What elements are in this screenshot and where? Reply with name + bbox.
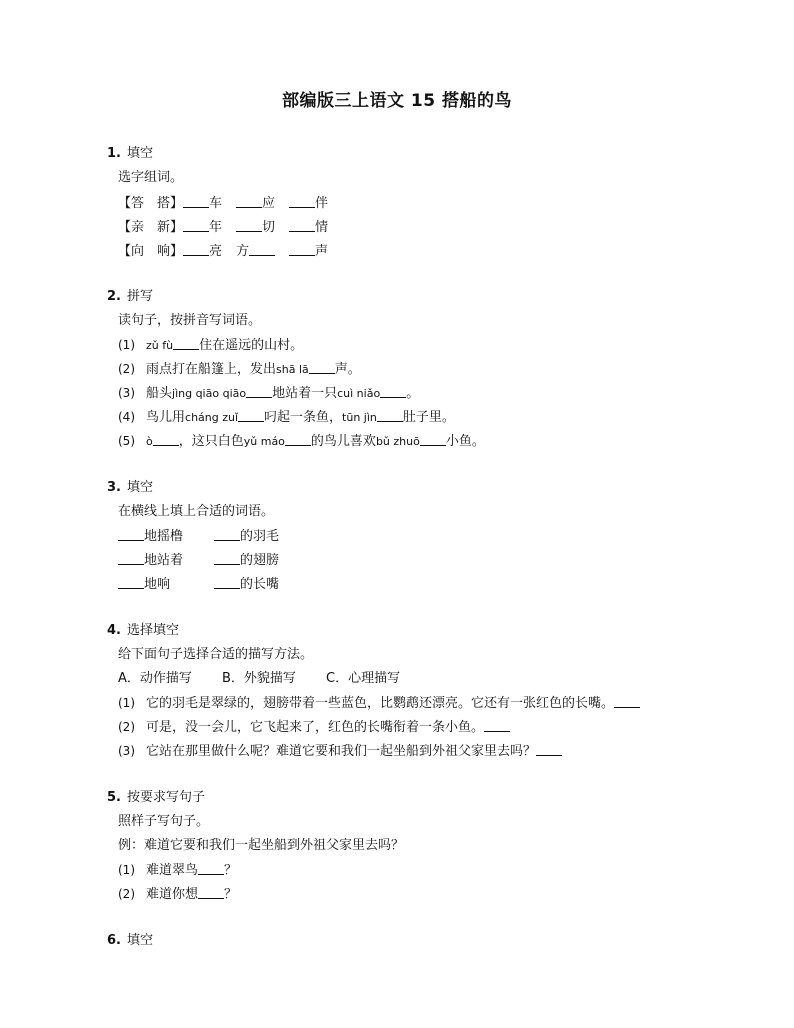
item-text: ，这只白色 [178, 434, 244, 449]
word-suffix: 年 [209, 220, 223, 235]
q2-item [118, 360, 361, 379]
answer-blank[interactable] [118, 527, 144, 541]
item-number: (5) [118, 434, 135, 448]
question-type: 按要求写句子 [126, 790, 205, 805]
q5-item [118, 861, 237, 880]
q3-row [118, 575, 279, 594]
word-suffix: 情 [315, 220, 329, 235]
q2-item [118, 384, 419, 403]
item-text: 叼起一条鱼， [264, 410, 343, 425]
item-text: 可是，没一会儿，它飞起来了，红色的长嘴衔着一条小鱼。 [146, 720, 485, 735]
answer-blank[interactable] [153, 432, 179, 446]
pinyin: jìng qiāo qiāo [172, 387, 247, 400]
item-text: 它站在那里做什么呢？难道它要和我们一起坐船到外祖父家里去吗？ [146, 744, 537, 759]
q3-row [118, 527, 279, 546]
item-number: (2) [118, 720, 135, 734]
question-5-instruction: 照样子写句子。 [118, 814, 210, 829]
item-number: (1) [118, 863, 135, 877]
answer-blank[interactable] [118, 551, 144, 565]
question-number: 5. [107, 790, 121, 805]
q2-item [118, 336, 303, 355]
answer-blank[interactable] [236, 218, 262, 232]
pinyin: cháng zuǐ [185, 411, 239, 424]
answer-blank[interactable] [249, 242, 275, 256]
word-suffix: 声 [315, 244, 329, 259]
question-number: 3. [107, 480, 121, 495]
answer-blank[interactable] [289, 194, 315, 208]
answer-blank[interactable] [214, 575, 240, 589]
answer-blank[interactable] [236, 194, 262, 208]
q5-item [118, 885, 237, 904]
answer-blank[interactable] [285, 432, 311, 446]
answer-blank[interactable] [214, 551, 240, 565]
phrase: 的长嘴 [240, 577, 280, 592]
word-suffix: 亮 [209, 244, 223, 259]
question-3-instruction: 在横线上填上合适的词语。 [118, 504, 275, 519]
phrase: 地响 [144, 577, 171, 592]
item-text: 的鸟儿喜欢 [310, 434, 376, 449]
answer-blank[interactable] [420, 432, 446, 446]
char-pair: 【向 响】 [118, 244, 184, 259]
item-number: (2) [118, 362, 135, 376]
question-5-header [107, 789, 205, 807]
word-suffix: 应 [262, 196, 276, 211]
option: C．心理描写 [326, 671, 401, 686]
item-text: 地站着一只 [272, 386, 338, 401]
item-text: 船头 [146, 386, 173, 401]
answer-blank[interactable] [214, 527, 240, 541]
answer-blank[interactable] [377, 408, 403, 422]
pinyin: bǔ zhuō [375, 435, 420, 448]
item-number: (3) [118, 386, 135, 400]
page-title: 部编版三上语文 15 搭船的鸟 [282, 91, 512, 111]
phrase: 地站着 [144, 553, 184, 568]
item-text: 雨点打在船篷上，发出 [146, 362, 277, 377]
item-text: 小鱼。 [445, 434, 485, 449]
item-number: (3) [118, 744, 135, 758]
word-suffix: 车 [209, 196, 223, 211]
word-suffix: 切 [262, 220, 276, 235]
item-end: ？ [224, 887, 238, 902]
answer-blank[interactable] [198, 861, 224, 875]
question-type: 填空 [126, 480, 153, 495]
q4-item [118, 742, 562, 761]
question-number: 2. [107, 289, 121, 304]
item-number: (1) [118, 696, 135, 710]
pinyin: cuì niǎo [337, 387, 381, 400]
answer-blank[interactable] [309, 360, 335, 374]
q1-row [118, 242, 328, 261]
answer-blank[interactable] [183, 218, 209, 232]
q4-item [118, 718, 510, 737]
question-2-header [107, 288, 153, 306]
question-2-instruction: 读句子，按拼音写词语。 [118, 313, 262, 328]
item-number: (1) [118, 338, 135, 352]
answer-blank[interactable] [246, 384, 272, 398]
question-4-instruction: 给下面句子选择合适的描写方法。 [118, 647, 314, 662]
answer-blank[interactable] [289, 218, 315, 232]
question-number: 1. [107, 146, 121, 161]
question-number: 4. [107, 623, 121, 638]
answer-blank[interactable] [289, 242, 315, 256]
answer-blank[interactable] [484, 718, 510, 732]
answer-blank[interactable] [183, 194, 209, 208]
question-type: 填空 [126, 933, 153, 948]
option: B．外貌描写 [222, 671, 296, 686]
q2-item [118, 432, 485, 451]
q1-row [118, 194, 328, 213]
pinyin: zǔ fù [146, 339, 174, 352]
answer-blank[interactable] [173, 336, 199, 350]
answer-blank[interactable] [238, 408, 264, 422]
answer-blank[interactable] [198, 885, 224, 899]
item-text: 鸟儿用 [146, 410, 186, 425]
question-1-instruction: 选字组词。 [118, 170, 184, 185]
q3-row [118, 551, 279, 570]
char-pair: 【亲 新】 [118, 220, 184, 235]
item-text: 难道你想 [146, 887, 199, 902]
answer-blank[interactable] [614, 694, 640, 708]
question-3-header [107, 479, 153, 497]
q1-row [118, 218, 328, 237]
pinyin: shā lā [276, 363, 309, 376]
answer-blank[interactable] [118, 575, 144, 589]
item-end: ？ [224, 863, 238, 878]
phrase: 的翅膀 [240, 553, 280, 568]
question-6-header [107, 932, 153, 950]
item-text: 声。 [334, 362, 361, 377]
q4-item [118, 694, 640, 713]
question-4-header [107, 622, 179, 640]
option: A．动作描写 [118, 671, 192, 686]
pinyin: ò [146, 435, 153, 448]
item-text: 。 [406, 386, 420, 401]
word-suffix: 伴 [315, 196, 329, 211]
question-type: 选择填空 [126, 623, 179, 638]
question-type: 拼写 [126, 289, 153, 304]
question-1-header [107, 145, 153, 163]
q4-options [118, 670, 400, 688]
pinyin: tūn jìn [342, 411, 377, 424]
answer-blank[interactable] [183, 242, 209, 256]
answer-blank[interactable] [380, 384, 406, 398]
q5-example: 例：难道它要和我们一起坐船到外祖父家里去吗？ [118, 838, 405, 853]
item-text: 难道翠鸟 [146, 863, 199, 878]
item-text: 它的羽毛是翠绿的，翅膀带着一些蓝色，比鹦鹉还漂亮。它还有一张红色的长嘴。 [146, 696, 615, 711]
question-type: 填空 [126, 146, 153, 161]
char-pair: 【答 搭】 [118, 196, 184, 211]
phrase: 的羽毛 [240, 529, 280, 544]
answer-blank[interactable] [536, 742, 562, 756]
item-text: 肚子里。 [402, 410, 455, 425]
phrase: 地摇橹 [144, 529, 184, 544]
item-number: (2) [118, 887, 135, 901]
item-text: 住在遥远的山村。 [199, 338, 304, 353]
pinyin: yǔ máo [243, 435, 285, 448]
q2-item [118, 408, 455, 427]
question-number: 6. [107, 933, 121, 948]
word-prefix: 方 [236, 244, 250, 259]
item-number: (4) [118, 410, 135, 424]
